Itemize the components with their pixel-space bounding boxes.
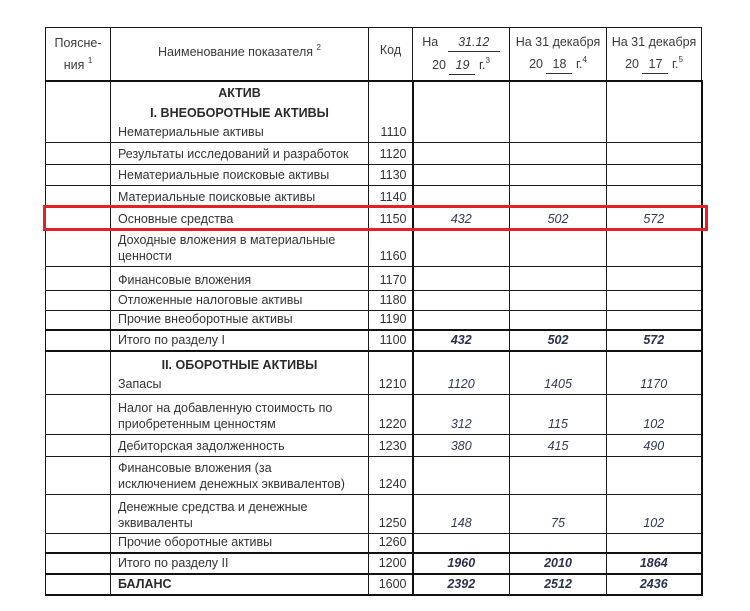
value-2017: 2436: [607, 574, 702, 595]
code-cell: 1250: [369, 494, 413, 533]
note-cell: [46, 434, 111, 456]
value-2019: 432: [413, 330, 510, 351]
period-prefix: На: [422, 34, 439, 49]
footnote-marker: 1: [87, 55, 93, 65]
value-2017: 102: [607, 494, 702, 533]
header-notes-line1: Поясне-: [54, 35, 102, 50]
name-cell: Финансовые вложения (за исключением денежных эквивалентов): [111, 456, 369, 494]
footnote-marker: 3: [485, 55, 490, 65]
header-indicator-label: Наименование показателя: [158, 44, 314, 59]
value-2017: [607, 185, 702, 207]
code-cell: 1240: [369, 456, 413, 494]
code-cell: 1150: [369, 207, 413, 229]
table-row-total-section-2: [46, 553, 702, 574]
code-cell: 1230: [369, 434, 413, 456]
note-cell: [46, 351, 111, 394]
value-2017: [607, 142, 702, 164]
value-2018: 415: [510, 434, 607, 456]
year-prefix: 20: [529, 57, 543, 72]
name-cell: БАЛАНС: [111, 574, 369, 595]
note-cell: [46, 290, 111, 310]
code-cell: 1220: [369, 394, 413, 434]
value-2017: [607, 266, 702, 290]
code-cell: 1100: [369, 330, 413, 351]
note-cell: [46, 81, 111, 143]
name-cell: [111, 81, 369, 143]
value-2018: [510, 456, 607, 494]
value-2017: [607, 310, 702, 330]
value-2018: [510, 229, 607, 266]
year-suffix: г.: [478, 57, 486, 72]
value-2019: 432: [413, 207, 510, 229]
name-cell: Денежные средства и денежные эквиваленты: [111, 494, 369, 533]
year-prefix: 20: [432, 57, 446, 72]
note-cell: [46, 553, 111, 574]
period-year: 18: [546, 55, 572, 74]
section-asset-title: АКТИВ: [218, 85, 261, 100]
code-cell: 1260: [369, 533, 413, 553]
row-label: Нематериальные активы: [118, 124, 264, 139]
section-1-title: I. ВНЕОБОРОТНЫЕ АКТИВЫ: [150, 105, 329, 120]
name-cell: Отложенные налоговые активы: [111, 290, 369, 310]
value-2017: 572: [607, 330, 702, 351]
value-2017: [607, 456, 702, 494]
value-2017: 490: [607, 434, 702, 456]
table-row: [46, 142, 702, 164]
table-row-highlighted-fixed-assets: [46, 207, 702, 229]
code-cell: 1160: [369, 229, 413, 266]
year-suffix: г.: [575, 57, 583, 72]
period-prefix: На 31 декабря: [515, 35, 601, 50]
table-row-balance: [46, 574, 702, 595]
footnote-marker: 5: [678, 55, 683, 65]
table-row: [46, 266, 702, 290]
table-row: [46, 456, 702, 494]
value-2017: 1170: [607, 351, 702, 394]
value-2019: [413, 310, 510, 330]
header-period-2018: [510, 28, 607, 81]
name-cell: Налог на добавленную стоимость по приобретенным ценностям: [111, 394, 369, 434]
value-2018: 75: [510, 494, 607, 533]
name-cell: Прочие оборотные активы: [111, 533, 369, 553]
value-2019: [413, 266, 510, 290]
value-2017: 572: [607, 207, 702, 229]
note-cell: [46, 164, 111, 185]
name-cell: Результаты исследований и разработок: [111, 142, 369, 164]
value-2018: 115: [510, 394, 607, 434]
note-cell: [46, 207, 111, 229]
value-2017: [607, 290, 702, 310]
value-2019: 380: [413, 434, 510, 456]
table-row: [46, 310, 702, 330]
note-cell: [46, 574, 111, 595]
table-row: [46, 351, 702, 394]
note-cell: [46, 229, 111, 266]
value-2018: [510, 185, 607, 207]
value-2019: [413, 229, 510, 266]
value-2018: [510, 266, 607, 290]
value-2017: 1864: [607, 553, 702, 574]
header-code: [369, 28, 413, 81]
table-row: [46, 81, 702, 143]
note-cell: [46, 330, 111, 351]
value-2017: [607, 229, 702, 266]
value-2018: [510, 533, 607, 553]
value-2019: 1960: [413, 553, 510, 574]
code-cell: 1600: [369, 574, 413, 595]
period-year: 19: [449, 56, 475, 75]
table-row: [46, 290, 702, 310]
value-2019: 148: [413, 494, 510, 533]
value-2019: [413, 290, 510, 310]
code-cell: 1170: [369, 266, 413, 290]
note-cell: [46, 142, 111, 164]
footnote-marker: 2: [316, 42, 321, 52]
code-cell: 1180: [369, 290, 413, 310]
value-2017: [607, 164, 702, 185]
value-2018: [510, 142, 607, 164]
note-cell: [46, 310, 111, 330]
header-period-2019: [413, 28, 510, 81]
code-cell: 1210: [369, 351, 413, 394]
note-cell: [46, 494, 111, 533]
value-2019: [413, 164, 510, 185]
note-cell: [46, 394, 111, 434]
value-2019: [413, 142, 510, 164]
value-2017: [607, 81, 702, 143]
balance-sheet-table: [45, 27, 703, 596]
period-date: 31.12: [448, 33, 500, 52]
code-cell: 1200: [369, 553, 413, 574]
footnote-marker: 4: [582, 55, 587, 65]
header-notes-line2: ния: [63, 57, 85, 72]
value-2018: [510, 290, 607, 310]
header-indicator-name: [111, 28, 369, 81]
value-2018: 2010: [510, 553, 607, 574]
value-2018: 502: [510, 330, 607, 351]
value-2019: 2392: [413, 574, 510, 595]
value-2018: [510, 310, 607, 330]
name-cell: Нематериальные поисковые активы: [111, 164, 369, 185]
value-2018: 502: [510, 207, 607, 229]
section-2-title: II. ОБОРОТНЫЕ АКТИВЫ: [161, 357, 318, 372]
table-row-total-section-1: [46, 330, 702, 351]
value-2018: 1405: [510, 351, 607, 394]
note-cell: [46, 185, 111, 207]
code-cell: 1120: [369, 142, 413, 164]
name-cell: Доходные вложения в материальные ценности: [111, 229, 369, 266]
table-row: [46, 164, 702, 185]
name-cell: Основные средства: [111, 207, 369, 229]
name-cell: Дебиторская задолженность: [111, 434, 369, 456]
code-cell: 1110: [369, 81, 413, 143]
name-cell: Финансовые вложения: [111, 266, 369, 290]
value-2019: [413, 533, 510, 553]
name-cell: II. ОБОРОТНЫЕ АКТИВЫ Запасы: [111, 351, 369, 394]
name-cell: Итого по разделу I: [111, 330, 369, 351]
period-year: 17: [642, 55, 668, 74]
table-row: [46, 229, 702, 266]
note-cell: [46, 533, 111, 553]
value-2018: 2512: [510, 574, 607, 595]
table-row: [46, 185, 702, 207]
header-code-label: Код: [379, 42, 402, 57]
value-2017: 102: [607, 394, 702, 434]
value-2019: [413, 456, 510, 494]
code-cell: 1140: [369, 185, 413, 207]
value-2018: [510, 81, 607, 143]
table-row: [46, 394, 702, 434]
code-cell: 1190: [369, 310, 413, 330]
table-row: [46, 533, 702, 553]
header-period-2017: [607, 28, 702, 81]
value-2019: 312: [413, 394, 510, 434]
code-cell: 1130: [369, 164, 413, 185]
year-suffix: г.: [671, 57, 679, 72]
note-cell: [46, 456, 111, 494]
table-header-row: [46, 28, 702, 81]
table-row: [46, 494, 702, 533]
header-notes: [46, 28, 111, 81]
value-2018: [510, 164, 607, 185]
value-2017: [607, 533, 702, 553]
value-2019: 1120: [413, 351, 510, 394]
name-cell: Итого по разделу II: [111, 553, 369, 574]
table-row: [46, 434, 702, 456]
year-prefix: 20: [625, 57, 639, 72]
value-2019: [413, 81, 510, 143]
name-cell: Прочие внеоборотные активы: [111, 310, 369, 330]
value-2019: [413, 185, 510, 207]
period-prefix: На 31 декабря: [611, 35, 697, 50]
name-cell: Материальные поисковые активы: [111, 185, 369, 207]
note-cell: [46, 266, 111, 290]
